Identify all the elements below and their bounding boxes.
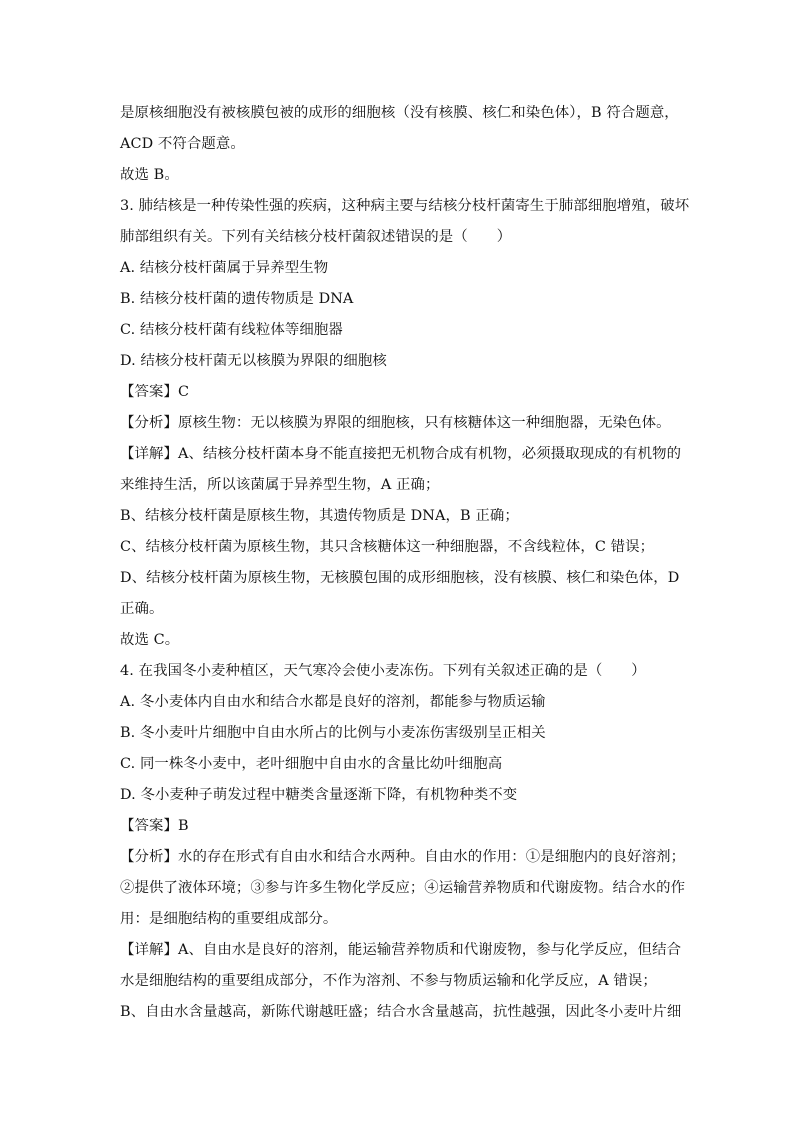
question-4-detail: 【详解】A、自由水是良好的溶剂，能运输营养物质和代谢废物，参与化学反应，但结合 xyxy=(120,942,682,958)
question-3-detail: D、结核分枝杆菌为原核生物，无核膜包围的成形细胞核，没有核膜、核仁和染色体，D xyxy=(120,570,680,586)
text-line: 故选 B。 xyxy=(120,167,179,183)
question-4-option-d: D. 冬小麦种子萌发过程中糖类含量逐渐下降，有机物种类不变 xyxy=(120,787,518,803)
question-3-option-b: B. 结核分枝杆菌的遗传物质是 DNA xyxy=(120,291,354,307)
question-4-analysis: ②提供了液体环境；③参与许多生物化学反应；④运输营养物质和代谢废物。结合水的作 xyxy=(120,880,686,896)
question-3-stem: 3. 肺结核是一种传染性强的疾病，这种病主要与结核分枝杆菌寄生于肺部细胞增殖，破坏 xyxy=(120,198,690,214)
question-4-detail: B、自由水含量越高，新陈代谢越旺盛；结合水含量越高，抗性越强，因此冬小麦叶片细 xyxy=(120,1004,682,1020)
question-3-detail: 【详解】A、结核分枝杆菌本身不能直接把无机物合成有机物，必须摄取现成的有机物的 xyxy=(120,446,682,462)
question-4-stem: 4. 在我国冬小麦种植区，天气寒冷会使小麦冻伤。下列有关叙述正确的是（ ） xyxy=(120,663,646,679)
text-line: ACD 不符合题意。 xyxy=(120,136,245,152)
text-line: 是原核细胞没有被核膜包被的成形的细胞核（没有核膜、核仁和染色体），B 符合题意， xyxy=(120,105,679,121)
question-3-option-d: D. 结核分枝杆菌无以核膜为界限的细胞核 xyxy=(120,353,387,369)
question-4-answer: 【答案】B xyxy=(120,818,189,834)
question-3-detail: C、结核分枝杆菌为原核生物，其只含核糖体这一种细胞器，不含线粒体，C 错误； xyxy=(120,539,655,555)
question-3-detail: 正确。 xyxy=(120,601,164,617)
question-4-option-b: B. 冬小麦叶片细胞中自由水所占的比例与小麦冻伤害级别呈正相关 xyxy=(120,725,546,741)
question-3-detail: 来维持生活，所以该菌属于异养型生物，A 正确； xyxy=(120,477,440,493)
question-3-option-a: A. 结核分枝杆菌属于异养型生物 xyxy=(120,260,329,276)
question-4-option-c: C. 同一株冬小麦中，老叶细胞中自由水的含量比幼叶细胞高 xyxy=(120,756,503,772)
question-3-option-c: C. 结核分枝杆菌有线粒体等细胞器 xyxy=(120,322,343,338)
question-4-analysis: 用：是细胞结构的重要组成部分。 xyxy=(120,911,338,927)
question-4-option-a: A. 冬小麦体内自由水和结合水都是良好的溶剂，都能参与物质运输 xyxy=(120,694,546,710)
page-content xyxy=(120,98,690,1028)
question-4-detail: 水是细胞结构的重要组成部分，不作为溶剂、不参与物质运输和化学反应，A 错误； xyxy=(120,973,657,989)
question-4-analysis: 【分析】水的存在形式有自由水和结合水两种。自由水的作用：①是细胞内的良好溶剂； xyxy=(120,849,686,865)
question-3-detail: B、结核分枝杆菌是原核生物，其遗传物质是 DNA，B 正确； xyxy=(120,508,519,524)
question-3-stem: 肺部组织有关。下列有关结核分枝杆菌叙述错误的是（ ） xyxy=(120,229,512,245)
question-3-analysis: 【分析】原核生物：无以核膜为界限的细胞核，只有核糖体这一种细胞器，无染色体。 xyxy=(120,415,671,431)
question-3-conclusion: 故选 C。 xyxy=(120,632,180,648)
question-3-answer: 【答案】C xyxy=(120,384,190,400)
